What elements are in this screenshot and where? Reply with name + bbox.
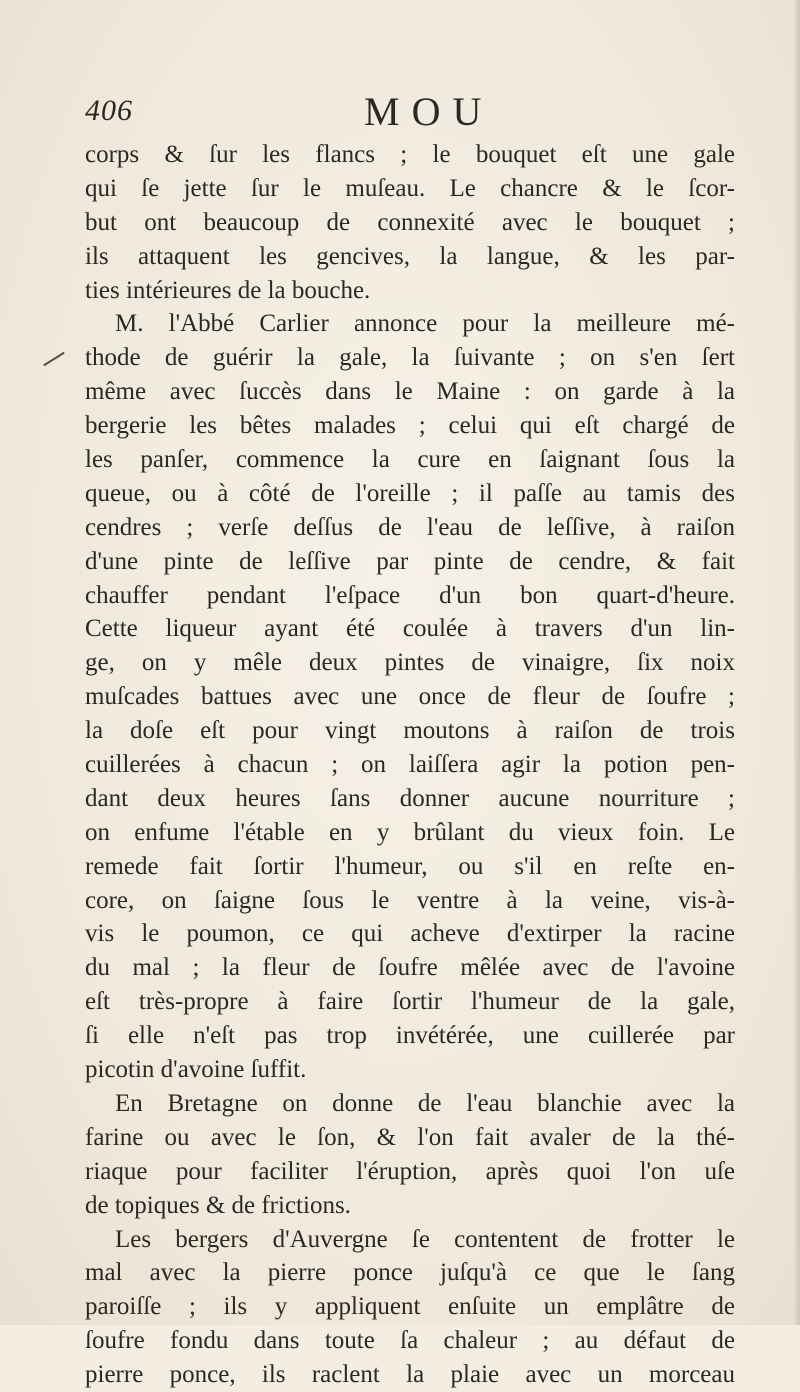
text-line: dant deux heures ſans donner aucune nourriture ; xyxy=(85,784,735,812)
text-line: remede fait ſortir l'humeur, ou s'il en reſte en- xyxy=(85,852,735,880)
text-line: paroiſſe ; ils y appliquent enſuite un emplâtre de xyxy=(85,1293,735,1321)
text-line: ils attaquent les gencives, la langue, & les par- xyxy=(85,242,735,270)
page-edge xyxy=(794,0,800,1325)
text-line: pierre ponce, ils raclent la plaie avec un morceau xyxy=(85,1361,735,1389)
text-line: thode de guérir la gale, la ſuivante ; on s'en ſert xyxy=(85,344,735,372)
text-line: qui ſe jette ſur le muſeau. Le chancre & le ſcor- xyxy=(85,174,735,202)
text-line: d'une pinte de leſſive par pinte de cendre, & fait xyxy=(85,547,735,575)
text-line: Cette liqueur ayant été coulée à travers d'un lin- xyxy=(85,615,735,643)
text-line: farine ou avec le ſon, & l'on fait avaler de la thé- xyxy=(85,1123,735,1151)
text-line: ſi elle n'eſt pas trop invétérée, une cuillerée par xyxy=(85,1022,735,1050)
text-line: corps & ſur les flancs ; le bouquet eſt une gale xyxy=(85,141,735,168)
text-line: on enfume l'étable en y brûlant du vieux foin. Le xyxy=(85,818,735,846)
text-line: ties intérieures de la bouche. xyxy=(85,276,371,304)
text-line: picotin d'avoine ſuffit. xyxy=(85,1056,307,1084)
text-line: M. l'Abbé Carlier annonce pour la meilleure mé- xyxy=(115,310,735,338)
text-line: ſoufre fondu dans toute ſa chaleur ; au défaut de xyxy=(85,1327,735,1355)
text-line: Les bergers d'Auvergne ſe contentent de frotter le xyxy=(115,1225,735,1253)
text-line: chauffer pendant l'eſpace d'un bon quart-d'heure. xyxy=(85,581,735,609)
text-line: En Bretagne on donne de l'eau blanchie avec la xyxy=(115,1089,735,1117)
running-title: MOU xyxy=(364,89,494,134)
text-line: cuillerées à chacun ; on laiſſera agir la potion pen- xyxy=(85,751,735,779)
text-line: du mal ; la fleur de ſoufre mêlée avec de l'avoine xyxy=(85,954,735,982)
text-line: core, on ſaigne ſous le ventre à la veine, vis-à- xyxy=(85,886,735,914)
text-line: cendres ; verſe deſſus de l'eau de leſſive, à raiſon xyxy=(85,513,735,541)
text-line: muſcades battues avec une once de fleur de ſoufre ; xyxy=(85,683,735,711)
page-header xyxy=(85,88,735,138)
text-line: but ont beaucoup de connexité avec le bouquet ; xyxy=(85,208,735,236)
text-line: eſt très-propre à faire ſortir l'humeur de la gale, xyxy=(85,988,735,1016)
text-line: vis le poumon, ce qui acheve d'extirper la racine xyxy=(85,920,735,948)
page-number: 406 xyxy=(85,94,133,127)
text-line: queue, ou à côté de l'oreille ; il paſſe au tamis des xyxy=(85,479,735,507)
text-line: même avec ſuccès dans le Maine : on garde à la xyxy=(85,378,735,406)
text-line: riaque pour faciliter l'éruption, après quoi l'on uſe xyxy=(85,1157,735,1185)
text-line: bergerie les bêtes malades ; celui qui eſt chargé de xyxy=(85,412,735,440)
text-line: ge, on y mêle deux pintes de vinaigre, ſix noix xyxy=(85,649,735,677)
text-line: de topiques & de frictions. xyxy=(85,1191,351,1219)
text-line: la doſe eſt pour vingt moutons à raiſon de trois xyxy=(85,717,735,745)
text-line: mal avec la pierre ponce juſqu'à ce que le ſang xyxy=(85,1259,735,1287)
text-line: les panſer, commence la cure en ſaignant ſous la xyxy=(85,446,735,474)
margin-mark xyxy=(43,352,64,366)
body-text xyxy=(85,138,735,1392)
